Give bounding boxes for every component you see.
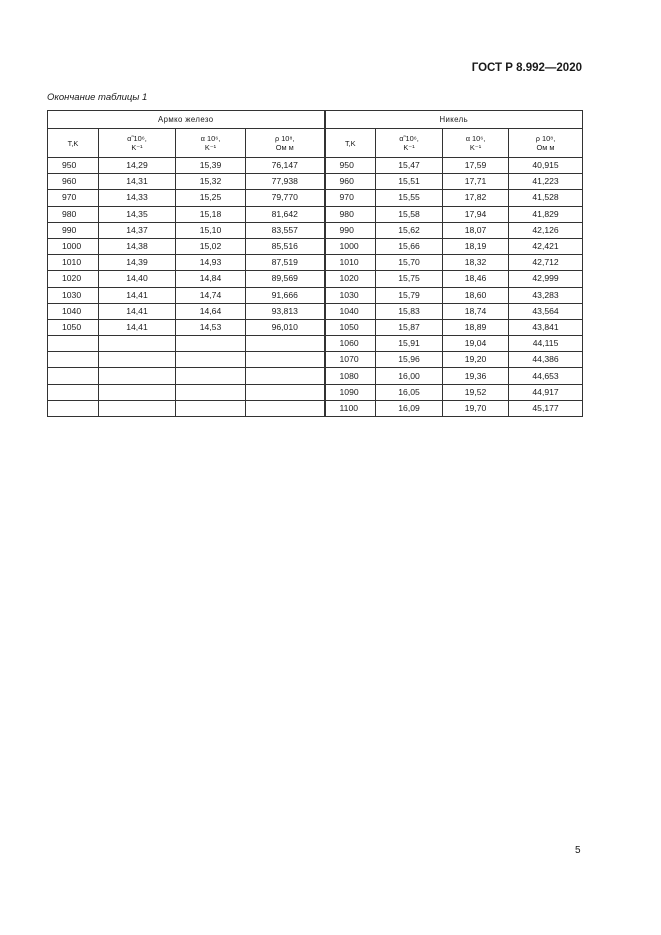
table-cell-a2: 15,55 — [376, 190, 443, 206]
data-table — [47, 110, 583, 417]
table-cell-b1: 15,18 — [176, 206, 246, 222]
group-header-armco-iron: Армко железо — [48, 111, 325, 129]
table-cell-r1 — [246, 400, 325, 416]
table-cell-b1: 15,02 — [176, 238, 246, 254]
table-cell-b2: 18,07 — [443, 222, 509, 238]
table-cell-r1 — [246, 352, 325, 368]
table-cell-r2: 44,917 — [509, 384, 583, 400]
table-row — [48, 352, 583, 368]
col-header-alpha-mean-label: α̃ 10⁶, — [399, 134, 419, 143]
col-header-t-label: T,K — [67, 138, 79, 148]
col-header-alpha-mean-label: α̃ 10⁶, — [127, 134, 147, 143]
table-row — [48, 384, 583, 400]
table-cell-b1 — [176, 368, 246, 384]
table-cell-t1: 970 — [48, 190, 99, 206]
table-cell-r1: 91,666 — [246, 287, 325, 303]
table-cell-a2: 15,91 — [376, 336, 443, 352]
table-cell-t1: 1010 — [48, 255, 99, 271]
table-cell-r2: 41,223 — [509, 174, 583, 190]
table-cell-b2: 19,04 — [443, 336, 509, 352]
table-cell-t2: 1000 — [325, 238, 376, 254]
table-cell-b1: 15,32 — [176, 174, 246, 190]
table-cell-r2: 42,712 — [509, 255, 583, 271]
table-cell-t2: 1080 — [325, 368, 376, 384]
table-cell-a2: 16,00 — [376, 368, 443, 384]
table-cell-t1 — [48, 352, 99, 368]
table-cell-b2: 18,46 — [443, 271, 509, 287]
table-cell-a1: 14,37 — [99, 222, 176, 238]
table-cell-a1: 14,31 — [99, 174, 176, 190]
table-cell-b1: 14,74 — [176, 287, 246, 303]
table-cell-a1: 14,35 — [99, 206, 176, 222]
table-row — [48, 319, 583, 335]
table-cell-r1: 93,813 — [246, 303, 325, 319]
table-cell-a1 — [99, 384, 176, 400]
table-cell-t1: 990 — [48, 222, 99, 238]
table-cell-t2: 950 — [325, 158, 376, 174]
col-header-rho-unit: Ом м — [536, 143, 555, 152]
table-cell-b2: 19,70 — [443, 400, 509, 416]
table-cell-t2: 1020 — [325, 271, 376, 287]
table-cell-r1: 76,147 — [246, 158, 325, 174]
table-cell-b2: 18,19 — [443, 238, 509, 254]
table-cell-a1 — [99, 352, 176, 368]
table-cell-b2: 18,32 — [443, 255, 509, 271]
table-cell-t1 — [48, 336, 99, 352]
table-cell-r2: 42,421 — [509, 238, 583, 254]
table-cell-a2: 15,58 — [376, 206, 443, 222]
table-cell-t1 — [48, 368, 99, 384]
table-cell-b1: 14,53 — [176, 319, 246, 335]
table-cell-r1 — [246, 336, 325, 352]
table-cell-b2: 19,52 — [443, 384, 509, 400]
table-cell-a2: 15,87 — [376, 319, 443, 335]
table-cell-b1 — [176, 352, 246, 368]
table-cell-r1: 87,519 — [246, 255, 325, 271]
table-cell-b1 — [176, 400, 246, 416]
table-cell-t2: 980 — [325, 206, 376, 222]
table-cell-b1 — [176, 384, 246, 400]
table-cell-t2: 990 — [325, 222, 376, 238]
table-cell-t1: 1030 — [48, 287, 99, 303]
col-header-t-label: T,K — [344, 138, 356, 148]
col-header-alpha-mean — [99, 129, 176, 158]
page-number: 5 — [575, 845, 581, 856]
group-header-nickel: Никель — [325, 111, 583, 129]
table-cell-a2: 15,75 — [376, 271, 443, 287]
col-header-rho — [509, 129, 583, 158]
table-row — [48, 336, 583, 352]
table-cell-b1: 15,10 — [176, 222, 246, 238]
table-cell-r1: 89,569 — [246, 271, 325, 287]
table-cell-b2: 17,82 — [443, 190, 509, 206]
table-cell-r1: 85,516 — [246, 238, 325, 254]
table-cell-t1: 1050 — [48, 319, 99, 335]
table-cell-t2: 970 — [325, 190, 376, 206]
table-cell-b2: 17,94 — [443, 206, 509, 222]
table-cell-a1: 14,39 — [99, 255, 176, 271]
table-cell-r2: 44,386 — [509, 352, 583, 368]
data-table-container — [47, 110, 582, 417]
table-cell-r2: 44,115 — [509, 336, 583, 352]
table-row — [48, 222, 583, 238]
table-cell-r2: 44,653 — [509, 368, 583, 384]
table-cell-t2: 1100 — [325, 400, 376, 416]
table-cell-r1 — [246, 368, 325, 384]
table-row — [48, 174, 583, 190]
table-cell-r2: 43,564 — [509, 303, 583, 319]
table-cell-b1: 14,64 — [176, 303, 246, 319]
table-cell-r2: 43,283 — [509, 287, 583, 303]
table-cell-r1 — [246, 384, 325, 400]
table-cell-t1: 980 — [48, 206, 99, 222]
table-cell-b2: 17,59 — [443, 158, 509, 174]
col-header-rho-label: ρ 10⁸, — [274, 134, 295, 143]
table-row — [48, 368, 583, 384]
table-cell-a2: 16,09 — [376, 400, 443, 416]
table-cell-a2: 15,66 — [376, 238, 443, 254]
table-cell-r1: 83,557 — [246, 222, 325, 238]
col-header-alpha-mean-unit: K⁻¹ — [131, 143, 143, 152]
table-cell-a2: 15,79 — [376, 287, 443, 303]
col-header-alpha-unit: K⁻¹ — [469, 143, 482, 152]
col-header-rho-unit: Ом м — [275, 143, 294, 152]
col-header-rho — [246, 129, 325, 158]
table-cell-t1: 960 — [48, 174, 99, 190]
table-cell-r2: 41,829 — [509, 206, 583, 222]
col-header-alpha-mean-unit: K⁻¹ — [403, 143, 415, 152]
table-cell-b2: 18,60 — [443, 287, 509, 303]
table-cell-b1: 15,25 — [176, 190, 246, 206]
table-cell-b2: 18,89 — [443, 319, 509, 335]
table-cell-r2: 41,528 — [509, 190, 583, 206]
table-cell-t2: 1050 — [325, 319, 376, 335]
table-cell-t1: 1000 — [48, 238, 99, 254]
table-cell-a2: 15,51 — [376, 174, 443, 190]
table-row — [48, 238, 583, 254]
table-cell-t1: 950 — [48, 158, 99, 174]
col-header-alpha — [176, 129, 246, 158]
table-cell-a1 — [99, 400, 176, 416]
table-cell-r2: 40,915 — [509, 158, 583, 174]
table-cell-a1: 14,41 — [99, 303, 176, 319]
table-cell-b2: 18,74 — [443, 303, 509, 319]
table-row — [48, 190, 583, 206]
table-cell-r2: 42,999 — [509, 271, 583, 287]
table-cell-r1: 81,642 — [246, 206, 325, 222]
table-row — [48, 271, 583, 287]
col-header-alpha-unit: K⁻¹ — [204, 143, 217, 152]
col-header-t — [48, 129, 99, 158]
table-cell-b2: 17,71 — [443, 174, 509, 190]
table-row — [48, 255, 583, 271]
table-cell-a2: 15,70 — [376, 255, 443, 271]
table-cell-a1: 14,33 — [99, 190, 176, 206]
table-cell-t1 — [48, 384, 99, 400]
table-cell-t1: 1020 — [48, 271, 99, 287]
table-cell-b1: 14,84 — [176, 271, 246, 287]
table-cell-a2: 15,83 — [376, 303, 443, 319]
table-cell-b2: 19,20 — [443, 352, 509, 368]
table-row — [48, 400, 583, 416]
col-header-t — [325, 129, 376, 158]
table-cell-a2: 15,96 — [376, 352, 443, 368]
table-cell-r2: 42,126 — [509, 222, 583, 238]
table-cell-r2: 45,177 — [509, 400, 583, 416]
table-cell-a1: 14,29 — [99, 158, 176, 174]
table-cell-a1: 14,40 — [99, 271, 176, 287]
table-row — [48, 287, 583, 303]
table-cell-t1 — [48, 400, 99, 416]
table-row — [48, 206, 583, 222]
table-cell-b1: 15,39 — [176, 158, 246, 174]
col-header-alpha-label: α 10⁶, — [465, 134, 486, 143]
table-cell-a2: 15,47 — [376, 158, 443, 174]
table-cell-r1: 96,010 — [246, 319, 325, 335]
table-row — [48, 158, 583, 174]
col-header-alpha — [443, 129, 509, 158]
table-body — [48, 158, 583, 417]
table-cell-r1: 77,938 — [246, 174, 325, 190]
table-cell-r2: 43,841 — [509, 319, 583, 335]
table-cell-t2: 1070 — [325, 352, 376, 368]
col-header-alpha-label: α 10⁶, — [200, 134, 221, 143]
table-cell-a1: 14,41 — [99, 287, 176, 303]
table-caption: Окончание таблицы 1 — [47, 92, 148, 103]
table-cell-t2: 960 — [325, 174, 376, 190]
table-cell-t2: 1090 — [325, 384, 376, 400]
table-cell-a1: 14,41 — [99, 319, 176, 335]
table-cell-t1: 1040 — [48, 303, 99, 319]
table-cell-a1 — [99, 368, 176, 384]
table-cell-b1: 14,93 — [176, 255, 246, 271]
table-cell-b2: 19,36 — [443, 368, 509, 384]
standard-number: ГОСТ Р 8.992—2020 — [471, 62, 582, 74]
table-cell-t2: 1030 — [325, 287, 376, 303]
col-header-rho-label: ρ 10⁸, — [535, 134, 556, 143]
table-cell-t2: 1040 — [325, 303, 376, 319]
table-cell-a1 — [99, 336, 176, 352]
table-cell-a2: 16,05 — [376, 384, 443, 400]
table-cell-t2: 1010 — [325, 255, 376, 271]
table-cell-b1 — [176, 336, 246, 352]
table-cell-r1: 79,770 — [246, 190, 325, 206]
table-cell-t2: 1060 — [325, 336, 376, 352]
col-header-alpha-mean — [376, 129, 443, 158]
table-row — [48, 303, 583, 319]
table-cell-a2: 15,62 — [376, 222, 443, 238]
table-cell-a1: 14,38 — [99, 238, 176, 254]
